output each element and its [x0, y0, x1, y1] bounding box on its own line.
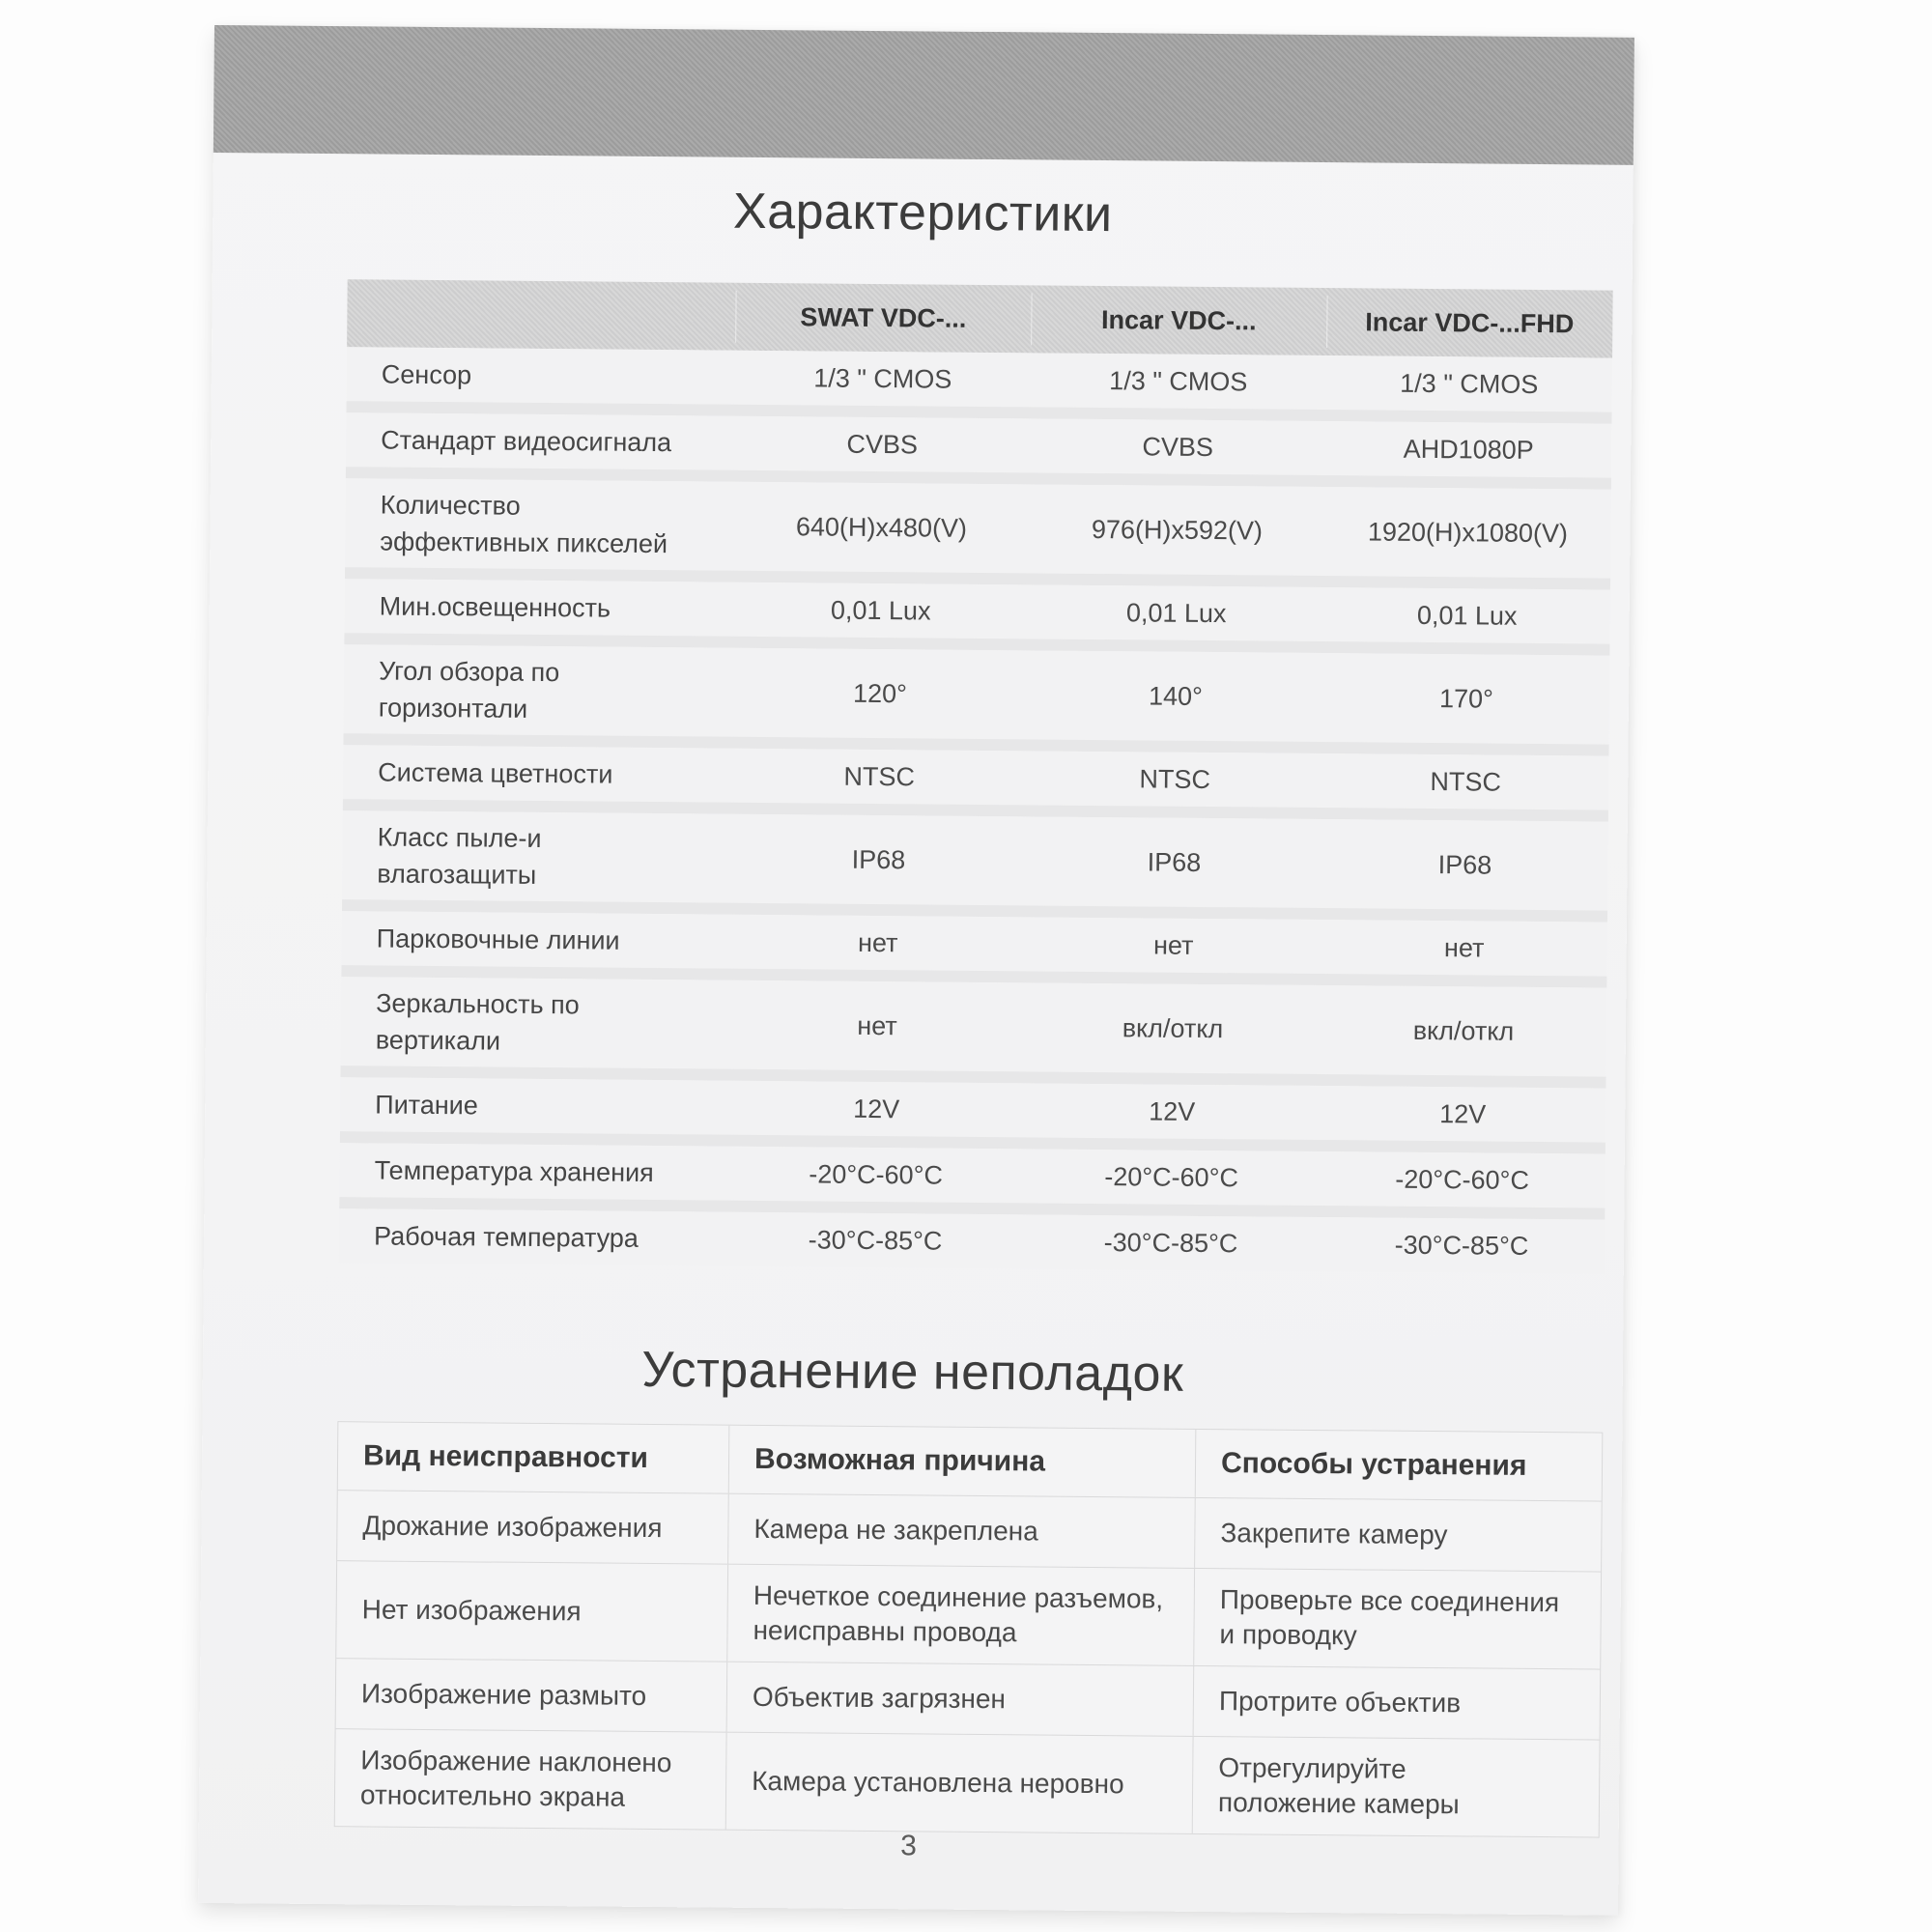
spec-row: [340, 1077, 1606, 1153]
spec-value-cell: -30°C-85°C: [808, 1225, 943, 1256]
spec-value-cell: CVBS: [1142, 432, 1214, 463]
ts-cause-cell: Камера не закреплена: [728, 1494, 1196, 1568]
ts-cause-cell: Объектив загрязнен: [727, 1662, 1195, 1736]
spec-value-cell: -20°C-60°C: [1104, 1162, 1239, 1193]
troubleshooting-table: [334, 1421, 1604, 1837]
spec-row: [339, 1208, 1605, 1273]
spec-value-cell: нет: [1152, 930, 1194, 960]
spec-row-label: Питание: [375, 1090, 478, 1121]
ts-row: [337, 1491, 1602, 1572]
spec-value-cell: 120°: [852, 678, 908, 709]
ts-row: [335, 1729, 1600, 1836]
spec-value-cell: 0,01 Lux: [1125, 598, 1227, 629]
spec-column-header: SWAT VDC-...: [735, 291, 1031, 346]
spec-value-cell: -20°C-60°C: [1395, 1164, 1530, 1195]
spec-value-cell: 640(H)x480(V): [795, 512, 968, 543]
spec-value-cell: вкл/откл: [1412, 1015, 1515, 1046]
ts-header-row: [338, 1422, 1603, 1501]
spec-row: [344, 579, 1610, 655]
spec-row: [343, 745, 1609, 821]
spec-value-cell: CVBS: [846, 429, 919, 460]
spec-header-empty-cell: [347, 305, 735, 325]
spec-value-cell: нет: [1443, 933, 1485, 963]
spec-row-label: Парковочные линии: [376, 923, 620, 955]
ts-column-header: Вид неисправности: [338, 1422, 730, 1493]
spec-value-cell: -30°C-85°C: [1394, 1230, 1529, 1261]
ts-row: [336, 1659, 1601, 1740]
spec-header-row: [347, 279, 1613, 357]
spec-value-cell: вкл/откл: [1122, 1013, 1224, 1044]
ts-column-header: Возможная причина: [729, 1426, 1197, 1497]
ts-cause-cell: Нечеткое соединение разъемов, неисправны провода: [727, 1565, 1195, 1665]
spec-column-header: Incar VDC-...: [1031, 293, 1326, 348]
spec-value-cell: 1/3 " CMOS: [813, 363, 952, 394]
ts-cause-cell: Камера установлена неровно: [726, 1733, 1194, 1833]
ts-solution-cell: Отрегулируйте положение камеры: [1217, 1752, 1460, 1820]
spec-value-cell: 12V: [853, 1094, 900, 1124]
spec-value-cell: -20°C-60°C: [809, 1159, 944, 1190]
manual-page: [198, 25, 1634, 1916]
spec-row-label: Стандарт видеосигнала: [381, 425, 672, 458]
spec-value-cell: 1/3 " CMOS: [1109, 366, 1248, 397]
spec-value-cell: IP68: [851, 844, 906, 875]
spec-value-cell: 1/3 " CMOS: [1400, 368, 1539, 399]
spec-row: [344, 644, 1610, 755]
spec-row-label: Количество эффективных пикселей: [380, 490, 668, 559]
spec-row: [341, 911, 1607, 987]
page-number: 3: [900, 1830, 918, 1862]
spec-value-cell: 0,01 Lux: [1416, 600, 1518, 631]
page-header-band: [213, 25, 1634, 165]
specs-table: [339, 279, 1613, 1273]
spec-row-label: Система цветности: [378, 757, 613, 789]
troubleshooting-title: Устранение неполадок: [641, 1341, 1184, 1403]
spec-row: [342, 810, 1608, 922]
spec-value-cell: 12V: [1149, 1096, 1196, 1126]
spec-row-label: Класс пыле-и влагозащиты: [377, 822, 542, 890]
ts-solution-cell: Протрите объектив: [1218, 1686, 1462, 1719]
spec-value-cell: IP68: [1147, 847, 1202, 877]
spec-row: [347, 347, 1613, 423]
spec-value-cell: 170°: [1438, 684, 1494, 714]
spec-row: [346, 412, 1612, 489]
spec-value-cell: AHD1080P: [1403, 434, 1534, 465]
spec-column-header: Incar VDC-...FHD: [1326, 296, 1612, 351]
ts-column-header: Способы устранения: [1220, 1447, 1527, 1482]
spec-row-label: Угол обзора по горизонтали: [378, 656, 560, 724]
spec-row: [339, 1143, 1605, 1219]
ts-row: [336, 1561, 1601, 1669]
spec-value-cell: 140°: [1148, 681, 1204, 711]
ts-issue-cell: Дрожание изображения: [337, 1491, 729, 1564]
specs-title: Характеристики: [732, 183, 1113, 243]
spec-value-cell: 976(H)x592(V): [1091, 514, 1264, 546]
spec-value-cell: -30°C-85°C: [1103, 1228, 1238, 1259]
spec-row: [341, 977, 1607, 1088]
ts-solution-cell: Проверьте все соединения и проводку: [1219, 1584, 1560, 1651]
spec-row-label: Мин.освещенность: [379, 591, 611, 623]
spec-value-cell: нет: [857, 1010, 897, 1041]
ts-issue-cell: Нет изображения: [336, 1561, 728, 1662]
spec-value-cell: 12V: [1439, 1099, 1487, 1129]
spec-value-cell: IP68: [1437, 850, 1492, 880]
ts-issue-cell: Изображение размыто: [336, 1659, 728, 1732]
spec-value-cell: нет: [857, 927, 898, 958]
spec-value-cell: NTSC: [1139, 764, 1211, 795]
spec-row-label: Сенсор: [381, 359, 472, 390]
spec-row-label: Температура хранения: [374, 1155, 654, 1188]
spec-value-cell: 1920(H)x1080(V): [1367, 517, 1569, 549]
spec-row: [345, 478, 1611, 589]
spec-value-cell: NTSC: [1430, 767, 1502, 797]
ts-issue-cell: Изображение наклонено относительно экрана: [335, 1729, 727, 1830]
spec-value-cell: 0,01 Lux: [830, 595, 931, 626]
spec-value-cell: NTSC: [843, 761, 916, 792]
ts-solution-cell: Закрепите камеру: [1220, 1518, 1448, 1550]
spec-row-label: Зеркальность по вертикали: [375, 988, 580, 1056]
spec-row-label: Рабочая температура: [373, 1221, 639, 1253]
